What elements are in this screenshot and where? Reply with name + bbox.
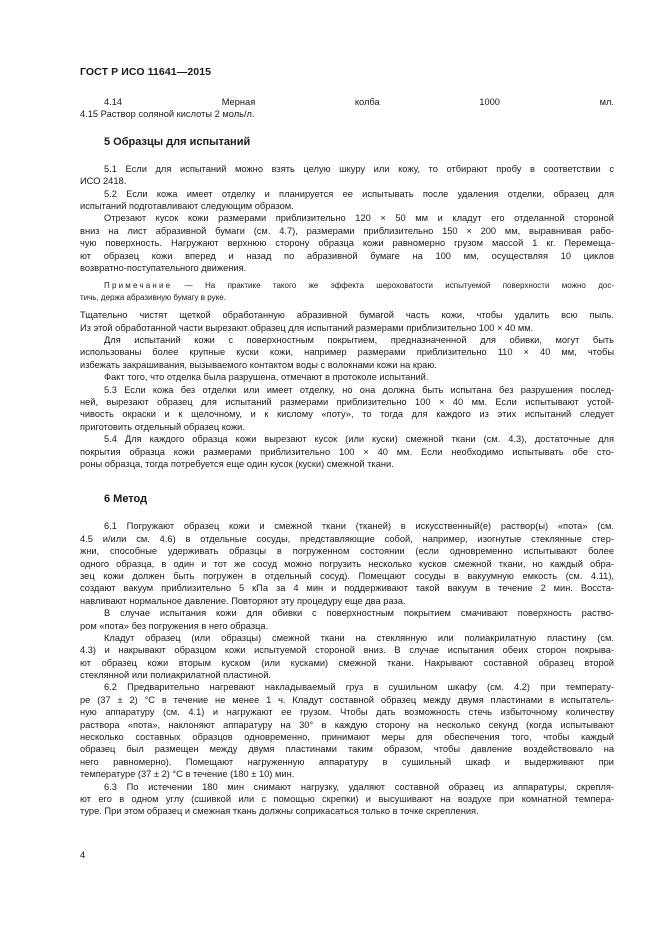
note — [80, 280, 614, 303]
text-line: ют образец кожи вперед и назад по абразивной бумаге на 100 мм, осуществляя 10 циклов — [80, 250, 614, 261]
paragraph-6-2 — [80, 681, 614, 780]
text-line: раствора «пота», наклоняют аппаратуру на 30° в каждую сторону на несколько секунд (когда испытывают — [80, 719, 614, 730]
text-line: 6.1 Погружают образец кожи и смежной ткани (тканей) в искусственный(е) раствор(ы) «пота» (см. — [104, 521, 614, 532]
text-line: 5.2 Если кожа имеет отделку и планируется ее испытывать после удаления отделки, образец для — [104, 188, 614, 199]
text-line: Для испытаний кожи с поверхностным покрытием, предназначенной для обивки, могут быть — [104, 335, 614, 346]
page-content — [80, 96, 614, 818]
text-line: приготовить отдельный образец кожи. — [80, 421, 245, 432]
paragraph-5-2 — [80, 188, 614, 213]
text-line: 4.3) и накрывают образцом кожи испытуемой стороной вниз. В случае испытания обеих сторон покрыва- — [80, 645, 614, 656]
page-number: 4 — [80, 850, 86, 860]
paragraph-5-1 — [80, 163, 614, 188]
note-line: тичь, держа абразивную бумагу в руке. — [80, 292, 226, 302]
paragraph-6-3 — [80, 781, 614, 818]
text-line: 6.3 По истечении 180 мин снимают нагрузку, удаляют составной образец из аппаратуры, скрепля- — [104, 781, 614, 792]
text-line: Из этой обработанной части вырезают образец для испытаний размерами приблизительно 100 × 40 мм. — [80, 322, 534, 333]
text-line: ром «пота» без погружения в него образца. — [80, 620, 269, 631]
text-line: В случае испытания кожи для обивки с поверхностным покрытием смачивают поверхность раство- — [104, 608, 614, 619]
paragraph-5-2-cleaning — [80, 309, 614, 334]
text-line: использованы более крупные куски кожи, например размерами приблизительно 110 × 40 мм, чтобы — [80, 347, 614, 358]
text-line: ре (37 ± 2) °С в течение не менее 1 ч. Кладут составной образец между двумя пластинами в испытатель- — [80, 694, 614, 705]
text-line: туре. При этом образец и смежная ткань должны соприкасаться только в точке скрепления. — [80, 806, 479, 817]
text-line: покрытия образца кожи размерами приблизительно 100 × 40 мм. Если необходимо испытывать обе сто- — [80, 446, 614, 457]
text-line: несколько составных образцов одновременно, принимают меры для обеспечения того, чтобы каждый — [80, 732, 614, 743]
text-line: чую поверхность. Нагружают верхнюю сторону образца кожи равномерно грузом массой 1 кг. Перемеща- — [80, 238, 614, 249]
note-line — [80, 280, 614, 292]
text-line: зец кожи должен быть погружен в отдельный сосуд). Помещают сосуды в вакуумную емкость (см. 4.11), — [80, 570, 614, 581]
text-line: стеклянной или полиакрилатной пластиной. — [80, 670, 271, 681]
text-line: температуре (37 ± 2) °С в течение (180 ± 10) мин. — [80, 769, 295, 780]
spacer — [80, 506, 614, 520]
spacer — [80, 149, 614, 163]
text-line: Кладут образец (или образцы) смежной ткани на стеклянную или полиакрилатную пластину (см. — [104, 632, 614, 643]
section-5-heading: 5 Образцы для испытаний — [104, 135, 251, 148]
paragraph-5-4 — [80, 433, 614, 470]
paragraph-6-1-assembly — [80, 632, 614, 682]
paragraph-report — [80, 371, 614, 383]
text-line: 5.1 Если для испытаний можно взять целую шкуру или кожу, то отбирают пробу в соответствии с — [104, 163, 614, 174]
text-line: ИСО 2418. — [80, 176, 127, 187]
text-line: Тщательно чистят щеткой обработанную абразивной бумагой часть кожи, чтобы удалить всю пыль. — [80, 310, 614, 321]
paragraph-5-3 — [80, 384, 614, 434]
text-line: чивость окраски и к щелочному, и к кислому «поту», то тогда для каждого из этих испытаний следует — [80, 409, 614, 420]
text-line: ней, вырезают образец для испытаний размерами приблизительно 100 × 40 мм. Если испытывают устой- — [80, 397, 614, 408]
note-text: — На практике такого же эффекта шероховатости испытуемой поверхности можно дос- — [172, 281, 614, 291]
text-line: испытаний подготавливают следующим образом. — [80, 200, 294, 211]
text-line: ют образец кожи вторым куском (или кусками) смежной ткани. Накрывают составной образец второй — [80, 657, 614, 668]
text-line: избежать закрашивания, вызываемого контактом воды с волокнами кожи на краю. — [80, 359, 437, 370]
equipment-list — [80, 96, 614, 121]
text-line: создают вакуум приблизительно 5 кПа за 4 мин и поддерживают такой вакуум в течение 2 мин. Восста- — [80, 583, 614, 594]
note-label: Примечание — [104, 281, 173, 291]
text-line: него равномерно). Помещают нагруженную аппаратуру в сушильный шкаф и выдерживают при — [80, 756, 614, 767]
text-line: 4.14 Мерная колба 1000 мл. — [104, 97, 614, 107]
spacer — [80, 470, 614, 492]
text-line: одного образца, в один и тот же сосуд можно погрузить несколько кусков смежной ткани, но каждый обра- — [80, 558, 614, 569]
section-6-heading: 6 Метод — [104, 493, 148, 506]
text-line: жни, способные удерживать образцы в погруженном состоянии (если одновременно испытывают более — [80, 546, 614, 557]
text-line: Отрезают кусок кожи размерами приблизительно 120 × 50 мм и кладут его отделанной стороной — [104, 213, 614, 224]
text-line: ную аппаратуру (см. 4.1) и нагружают ее грузом. Чтобы дать возможность стечь избыточному количеству — [80, 707, 614, 718]
document-header: ГОСТ Р ИСО 11641—2015 — [80, 66, 212, 78]
text-line: 4.15 Раствор соляной кислоты 2 моль/л. — [80, 109, 255, 120]
text-line: вниз на лист абразивной бумаги (см. 4.7), размерами приблизительно 150 × 200 мм, выравнивая рабо- — [80, 225, 614, 236]
text-line: 5.4 Для каждого образца кожи вырезают кусок (или куски) смежной ткани (см. 4.3), достаточные для — [104, 434, 614, 445]
text-line: роны образца, тогда потребуется еще один кусок (куски) смежной ткани. — [80, 458, 394, 469]
text-line: образец был размещен между двумя пластинами таким образом, чтобы давление воздействовало на — [80, 744, 614, 755]
text-line: 5.3 Если кожа без отделки или имеет отделку, но она должна быть испытана без разрушения послед- — [104, 384, 614, 395]
paragraph-upholstery — [80, 334, 614, 371]
text-line: 4.5 и/или см. 4.6) в отдельные сосуды, представляющие собой, например, изогнутые стеклянные стер- — [80, 533, 614, 544]
text-line: возвратно-поступательного движения. — [80, 262, 247, 273]
paragraph-6-1-upholstery — [80, 607, 614, 632]
spacer — [80, 121, 614, 135]
paragraph-6-1 — [80, 520, 614, 607]
text-line: навливают нормальное давление. Повторяют эту процедуру еще два раза. — [80, 595, 406, 606]
paragraph-5-2-procedure — [80, 212, 614, 274]
text-line: ют его в одном углу (сшивкой или с помощью скрепки) и высушивают на воздухе при комнатной темпера- — [80, 793, 614, 804]
text-line: 6.2 Предварительно нагревают накладываемый груз в сушильном шкафу (см. 4.2) при температу- — [104, 682, 614, 693]
text-line: Факт того, что отделка была разрушена, отмечают в протоколе испытаний. — [104, 372, 429, 383]
